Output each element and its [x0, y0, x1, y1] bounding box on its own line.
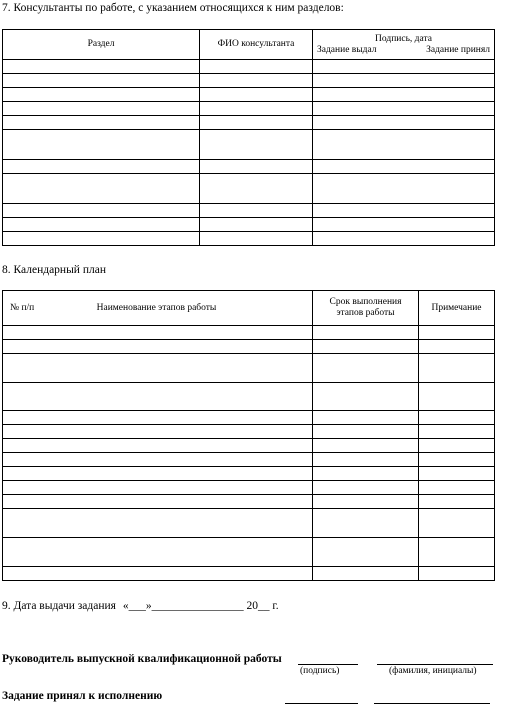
- table-row: [3, 204, 495, 218]
- table-row: [3, 130, 495, 160]
- supervisor-label: Руководитель выпускной квалификационной работы: [2, 653, 282, 665]
- table-row: [3, 326, 495, 340]
- consultants-table: [2, 29, 495, 246]
- col-signature-header: [313, 30, 495, 60]
- accepted-label: Задание принял к исполнению: [2, 690, 163, 702]
- col-section-header: Раздел: [3, 30, 200, 60]
- table-row: [3, 509, 495, 538]
- table-row: [3, 383, 495, 411]
- issued-label: Задание выдал: [317, 44, 377, 55]
- table-row: [3, 411, 495, 425]
- table-row: [3, 538, 495, 567]
- table-row: [3, 174, 495, 204]
- table-row: [3, 60, 495, 74]
- table-row: [3, 88, 495, 102]
- stage-header: [3, 291, 313, 326]
- table-row: [3, 160, 495, 174]
- table-row: [3, 495, 495, 509]
- table-row: [3, 116, 495, 130]
- section-8-heading: 8. Календарный план: [2, 264, 106, 276]
- supervisor-name-line[interactable]: [377, 664, 493, 665]
- signature-caption: (подпись): [300, 666, 340, 676]
- table-row: [3, 74, 495, 88]
- table-row: [3, 232, 495, 246]
- supervisor-signature-line[interactable]: [298, 664, 358, 665]
- issue-date-label: 9. Дата выдачи задания: [2, 600, 116, 612]
- table-row: [3, 481, 495, 495]
- calendar-plan-table: [2, 290, 495, 581]
- table-row: [3, 102, 495, 116]
- note-header: Примечание: [419, 291, 495, 326]
- table-row: [3, 340, 495, 354]
- accepted-label: Задание принял: [426, 44, 490, 55]
- table-row: [3, 425, 495, 439]
- issue-date-field[interactable]: «___»________________ 20__ г.: [122, 600, 279, 612]
- table-row: [3, 218, 495, 232]
- table-row: [3, 453, 495, 467]
- signature-date-label: Подпись, дата: [375, 33, 432, 44]
- col-consultant-header: ФИО консультанта: [200, 30, 313, 60]
- name-caption: (фамилия, инициалы): [389, 666, 477, 676]
- section-7-heading: 7. Консультанты по работе, с указанием относящихся к ним разделов:: [2, 2, 344, 14]
- table-row: [3, 439, 495, 453]
- deadline-header: Срок выполнения этапов работы: [313, 291, 419, 326]
- table-row: [3, 354, 495, 383]
- num-header: № п/п: [10, 302, 35, 313]
- stage-name-header: Наименование этапов работы: [96, 302, 217, 313]
- table-row: [3, 567, 495, 581]
- table-row: [3, 467, 495, 481]
- issue-date-line: [2, 600, 279, 612]
- student-signature-line[interactable]: [285, 703, 358, 704]
- student-name-line[interactable]: [374, 703, 490, 704]
